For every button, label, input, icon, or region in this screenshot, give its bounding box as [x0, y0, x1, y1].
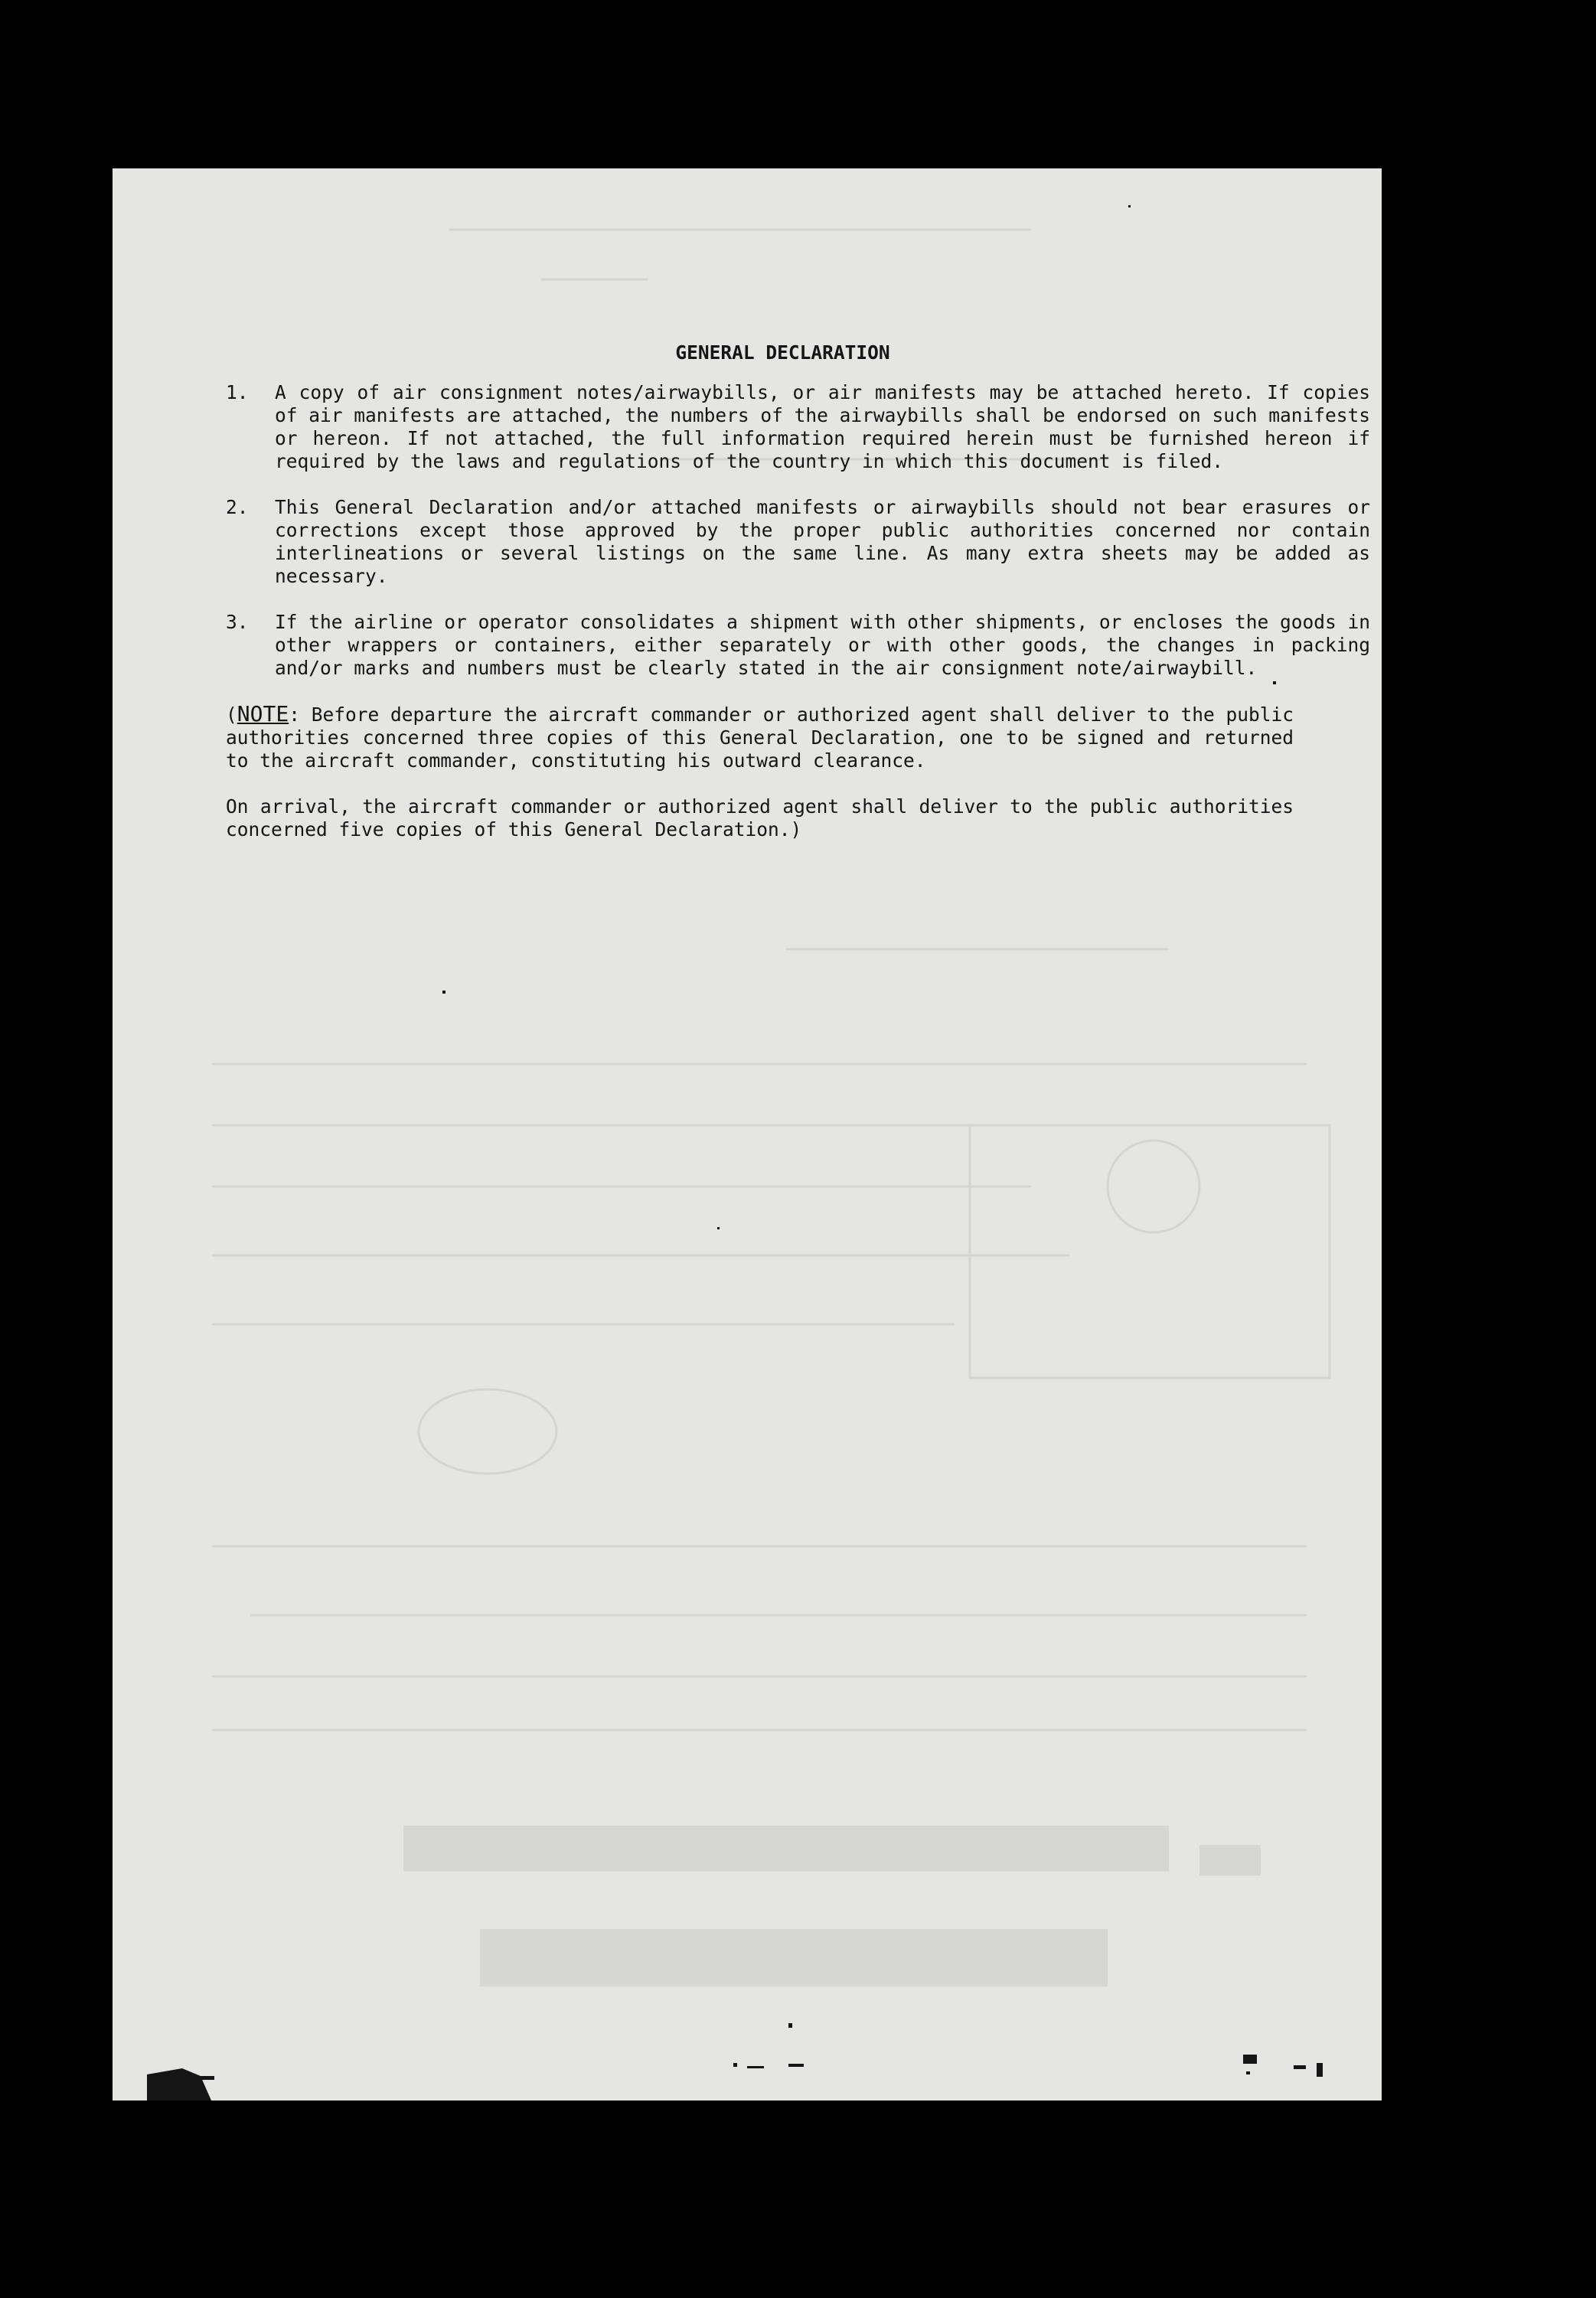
- instruction-item-1: [226, 381, 1370, 473]
- item-number: 3.: [226, 611, 249, 633]
- note-colon: :: [289, 703, 300, 726]
- instruction-item-2: [226, 496, 1370, 588]
- item-text: A copy of air consignment notes/airwaybills, or air manifests may be attached hereto. If copies of air manifests are attached, the numbers of the airwaybills shall be endorsed on such manifests or hereon. If not attached, the full information required herein must be furnished hereon if required by the laws and regulations of the country in which this document is filed.: [275, 381, 1370, 472]
- arrival-note: On arrival, the aircraft commander or authorized agent shall deliver to the public authorities concerned five copies of this General Declaration.): [226, 795, 1294, 841]
- note-label: NOTE: [237, 701, 289, 726]
- note-text: Before departure the aircraft commander or authorized agent shall deliver to the public authorities concerned three copies of this General Declaration, one to be signed and returned to the aircraft commander, constituting his outward clearance.: [226, 703, 1294, 772]
- item-number: 1.: [226, 381, 249, 403]
- declaration-text: [226, 341, 1370, 841]
- document-title: GENERAL DECLARATION: [675, 341, 890, 364]
- note-open-paren: (: [226, 703, 237, 726]
- item-text: If the airline or operator consolidates a shipment with other shipments, or encloses the goods in other wrappers or containers, either separately or with other goods, the changes in packing and/or marks and numbers must be clearly stated in the air consignment note/airwaybill.: [275, 611, 1370, 679]
- instruction-item-3: [226, 611, 1370, 680]
- item-text: This General Declaration and/or attached manifests or airwaybills should not bear erasures or corrections except those approved by the proper public authorities concerned nor contain interlineations or several listings on the same line. As many extra sheets may be added as necessary.: [275, 496, 1370, 587]
- departure-note: [226, 703, 1294, 772]
- item-number: 2.: [226, 496, 249, 518]
- paper-sheet: [113, 168, 1382, 2101]
